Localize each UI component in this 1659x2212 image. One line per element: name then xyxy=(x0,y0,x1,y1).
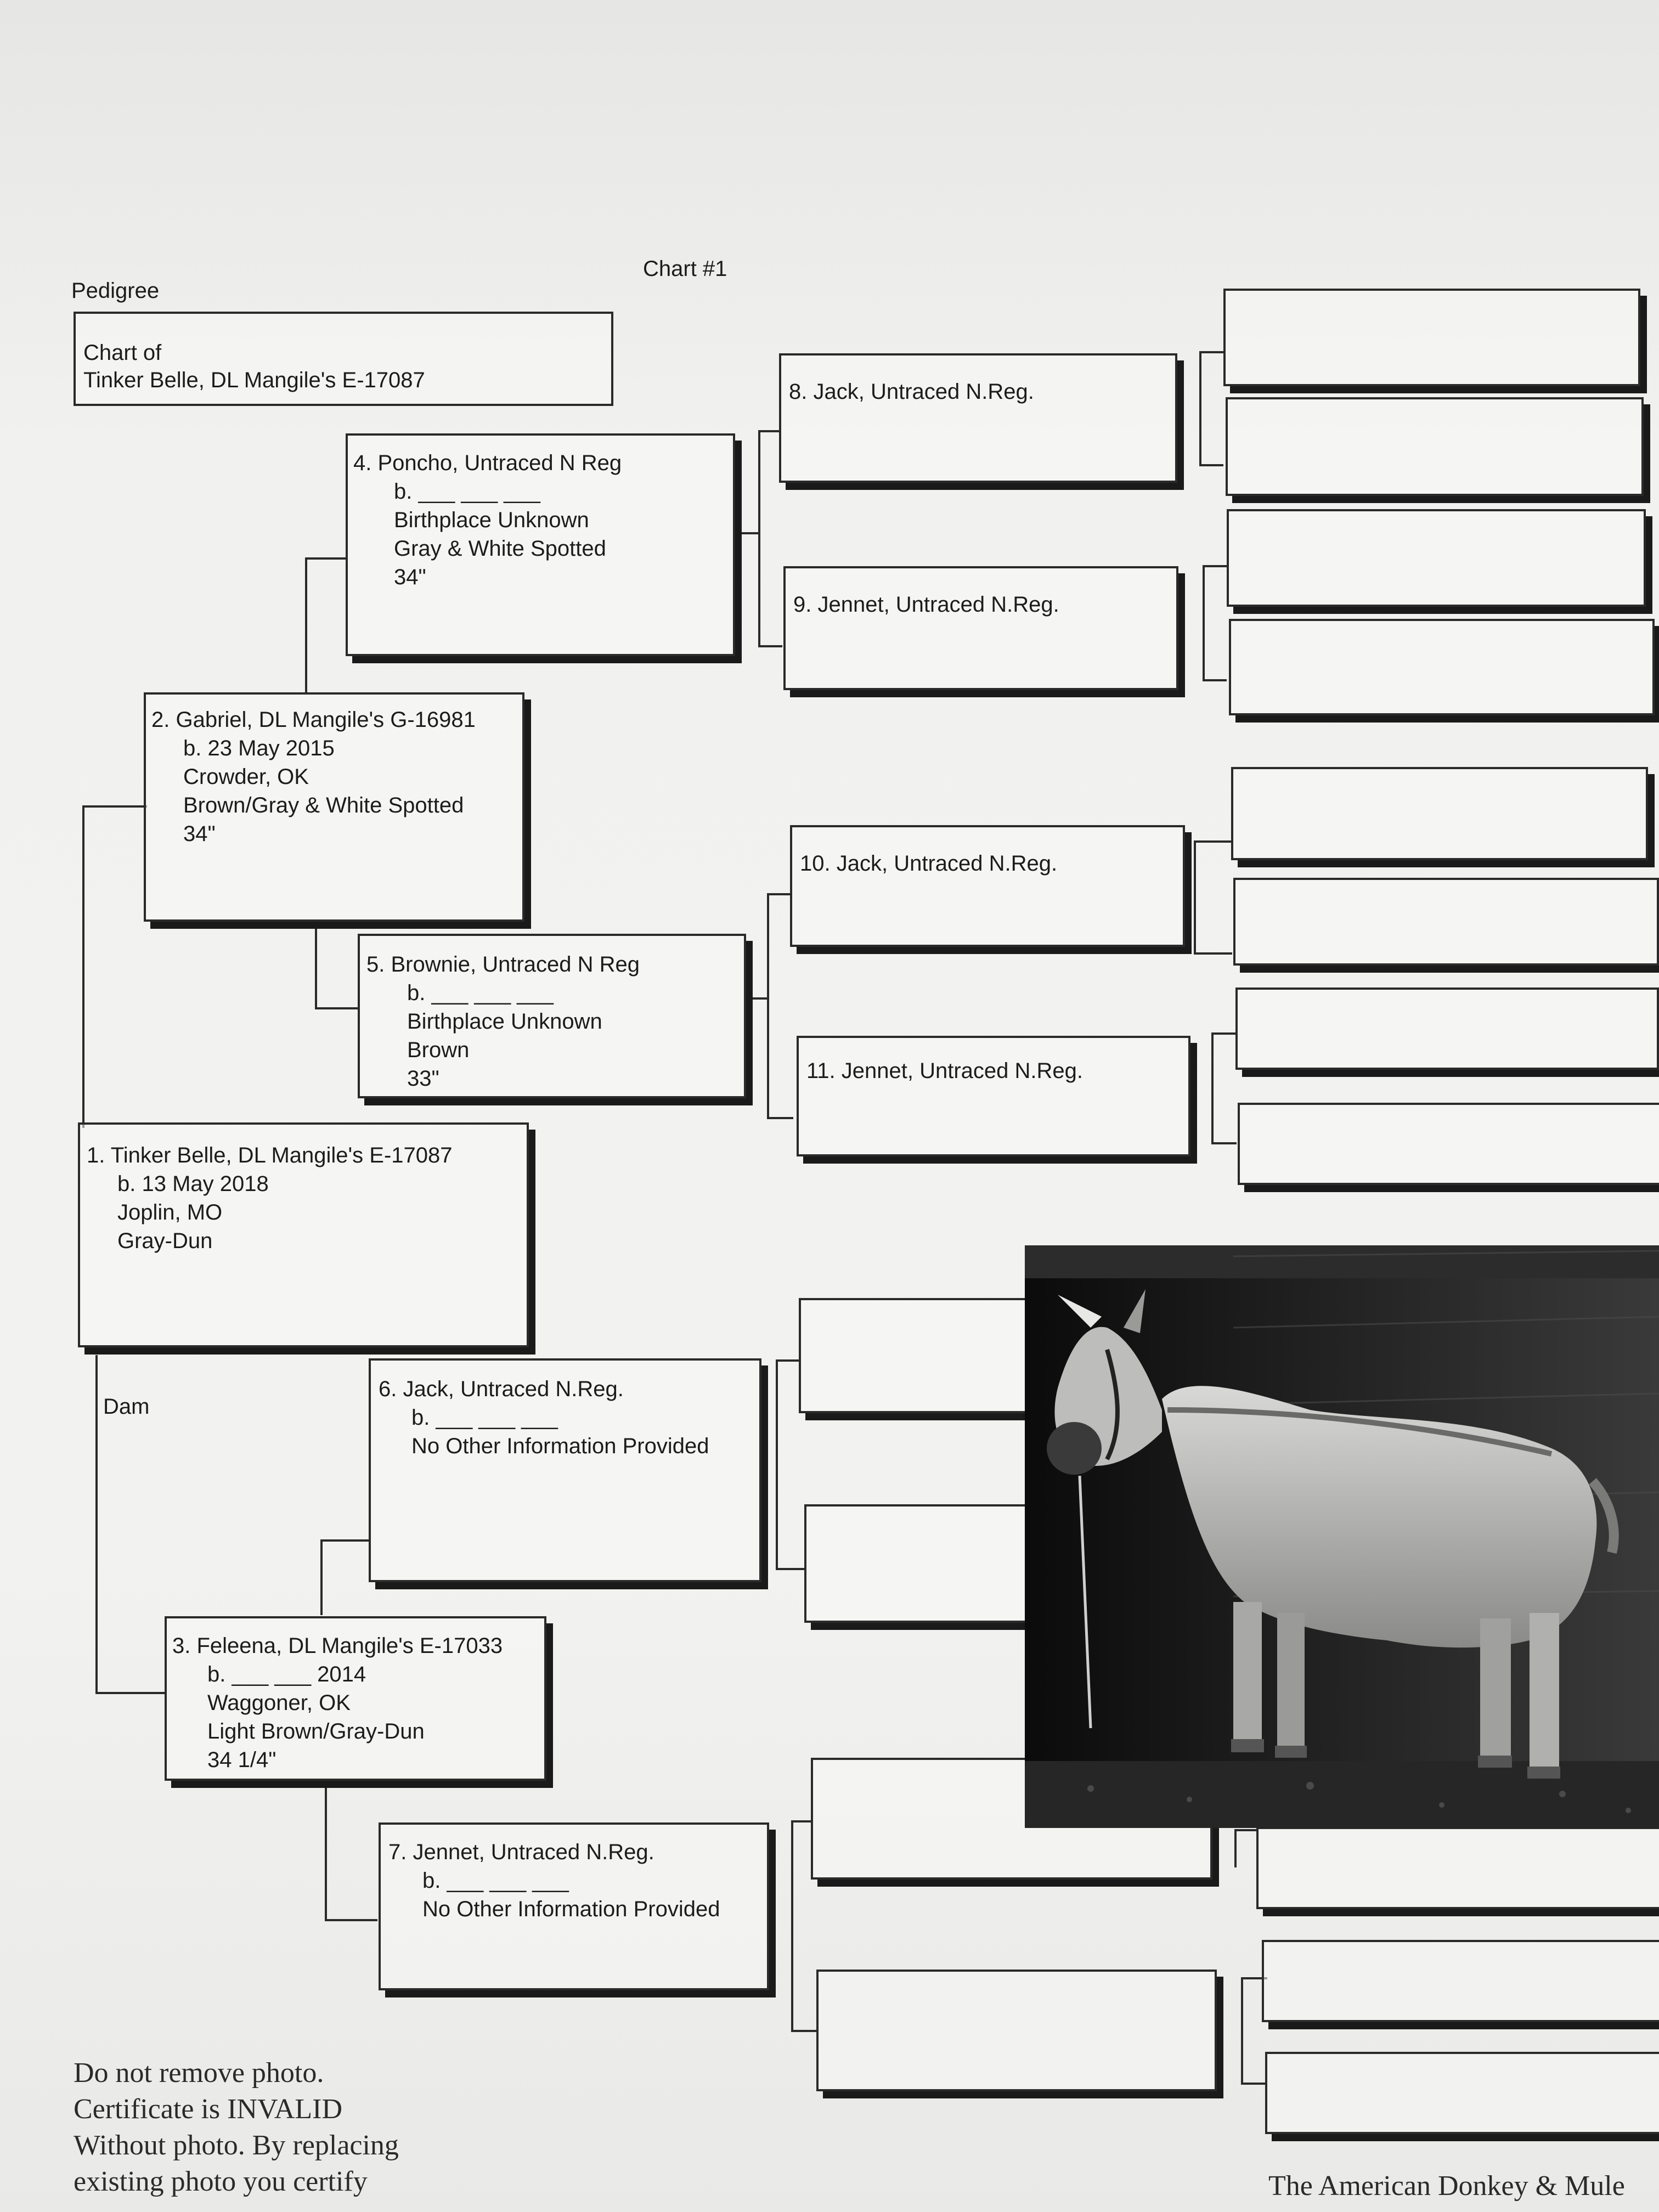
pedigree-box-10 xyxy=(790,825,1185,947)
pedigree-box-12 xyxy=(799,1298,1035,1413)
animal-2-color: Brown/Gray & White Spotted xyxy=(183,793,464,817)
animal-6-title: 6. Jack, Untraced N.Reg. xyxy=(379,1377,624,1401)
photo-notice xyxy=(74,2055,399,2200)
animal-3-place: Waggoner, OK xyxy=(207,1691,351,1715)
animal-5-birth: b. ___ ___ ___ xyxy=(407,981,554,1005)
association-name: The American Donkey & Mule xyxy=(1268,2170,1625,2202)
animal-1-color: Gray-Dun xyxy=(117,1229,213,1253)
animal-4-title: 4. Poncho, Untraced N Reg xyxy=(353,451,622,475)
notice-line-3: Without photo. By replacing xyxy=(74,2130,399,2161)
pedigree-box-19 xyxy=(1229,619,1655,715)
animal-5-title: 5. Brownie, Untraced N Reg xyxy=(366,952,640,977)
pedigree-box-26 xyxy=(1265,2052,1659,2134)
pedigree-box-2 xyxy=(144,692,524,922)
animal-11-title: 11. Jennet, Untraced N.Reg. xyxy=(806,1059,1083,1083)
animal-7-title: 7. Jennet, Untraced N.Reg. xyxy=(388,1840,654,1864)
notice-line-4: existing photo you certify xyxy=(74,2166,368,2197)
pedigree-box-15 xyxy=(816,1970,1217,2091)
chart-of-name: Tinker Belle, DL Mangile's E-17087 xyxy=(83,368,425,392)
pedigree-box-1 xyxy=(78,1122,529,1347)
animal-6-birth: b. ___ ___ ___ xyxy=(411,1406,558,1430)
pedigree-box-16 xyxy=(1223,289,1640,386)
chart-of-box xyxy=(74,312,613,406)
pedigree-box-18 xyxy=(1227,509,1646,607)
animal-8-title: 8. Jack, Untraced N.Reg. xyxy=(789,380,1034,404)
pedigree-box-23 xyxy=(1238,1103,1659,1185)
chart-of-label: Chart of xyxy=(83,341,162,365)
pedigree-box-4 xyxy=(346,433,735,656)
pedigree-label: Pedigree xyxy=(71,279,160,303)
animal-1-place: Joplin, MO xyxy=(117,1200,223,1224)
animal-2-title: 2. Gabriel, DL Mangile's G-16981 xyxy=(151,708,476,732)
animal-3-title: 3. Feleena, DL Mangile's E-17033 xyxy=(172,1634,503,1658)
animal-3-birth: b. ___ ___ 2014 xyxy=(207,1662,366,1686)
pedigree-box-24 xyxy=(1256,1827,1659,1909)
pedigree-box-6 xyxy=(369,1358,761,1582)
animal-5-height: 33" xyxy=(407,1066,439,1091)
pedigree-box-5 xyxy=(358,934,746,1098)
pedigree-box-21 xyxy=(1233,878,1659,966)
chart-number: Chart #1 xyxy=(643,257,727,281)
animal-4-birth: b. ___ ___ ___ xyxy=(394,479,540,504)
notice-line-2: Certificate is INVALID xyxy=(74,2094,343,2125)
pedigree-box-9 xyxy=(783,566,1178,690)
animal-2-height: 34" xyxy=(183,822,216,846)
animal-10-title: 10. Jack, Untraced N.Reg. xyxy=(800,851,1058,876)
pedigree-box-8 xyxy=(779,353,1177,483)
animal-2-place: Crowder, OK xyxy=(183,765,309,789)
pedigree-box-13 xyxy=(804,1504,1035,1623)
pedigree-box-17 xyxy=(1226,397,1644,496)
pedigree-box-22 xyxy=(1235,988,1659,1070)
animal-4-height: 34" xyxy=(394,565,426,589)
pedigree-box-20 xyxy=(1231,767,1648,860)
animal-2-birth: b. 23 May 2015 xyxy=(183,736,335,760)
animal-1-title: 1. Tinker Belle, DL Mangile's E-17087 xyxy=(87,1143,453,1167)
notice-line-1: Do not remove photo. xyxy=(74,2057,324,2089)
animal-4-color: Gray & White Spotted xyxy=(394,537,606,561)
dam-label: Dam xyxy=(103,1395,150,1419)
pedigree-box-11 xyxy=(797,1036,1190,1156)
animal-6-note: No Other Information Provided xyxy=(411,1434,709,1458)
animal-5-color: Brown xyxy=(407,1038,470,1062)
animal-7-birth: b. ___ ___ ___ xyxy=(422,1869,569,1893)
animal-5-place: Birthplace Unknown xyxy=(407,1009,602,1034)
animal-9-title: 9. Jennet, Untraced N.Reg. xyxy=(793,592,1059,617)
donkey-photo xyxy=(1025,1245,1659,1828)
pedigree-box-3 xyxy=(165,1616,546,1781)
animal-3-height: 34 1/4" xyxy=(207,1748,276,1772)
pedigree-box-25 xyxy=(1262,1940,1659,2022)
pedigree-box-7 xyxy=(379,1822,769,1990)
animal-1-birth: b. 13 May 2018 xyxy=(117,1172,269,1196)
animal-3-color: Light Brown/Gray-Dun xyxy=(207,1719,425,1743)
animal-7-note: No Other Information Provided xyxy=(422,1897,720,1921)
animal-4-place: Birthplace Unknown xyxy=(394,508,589,532)
